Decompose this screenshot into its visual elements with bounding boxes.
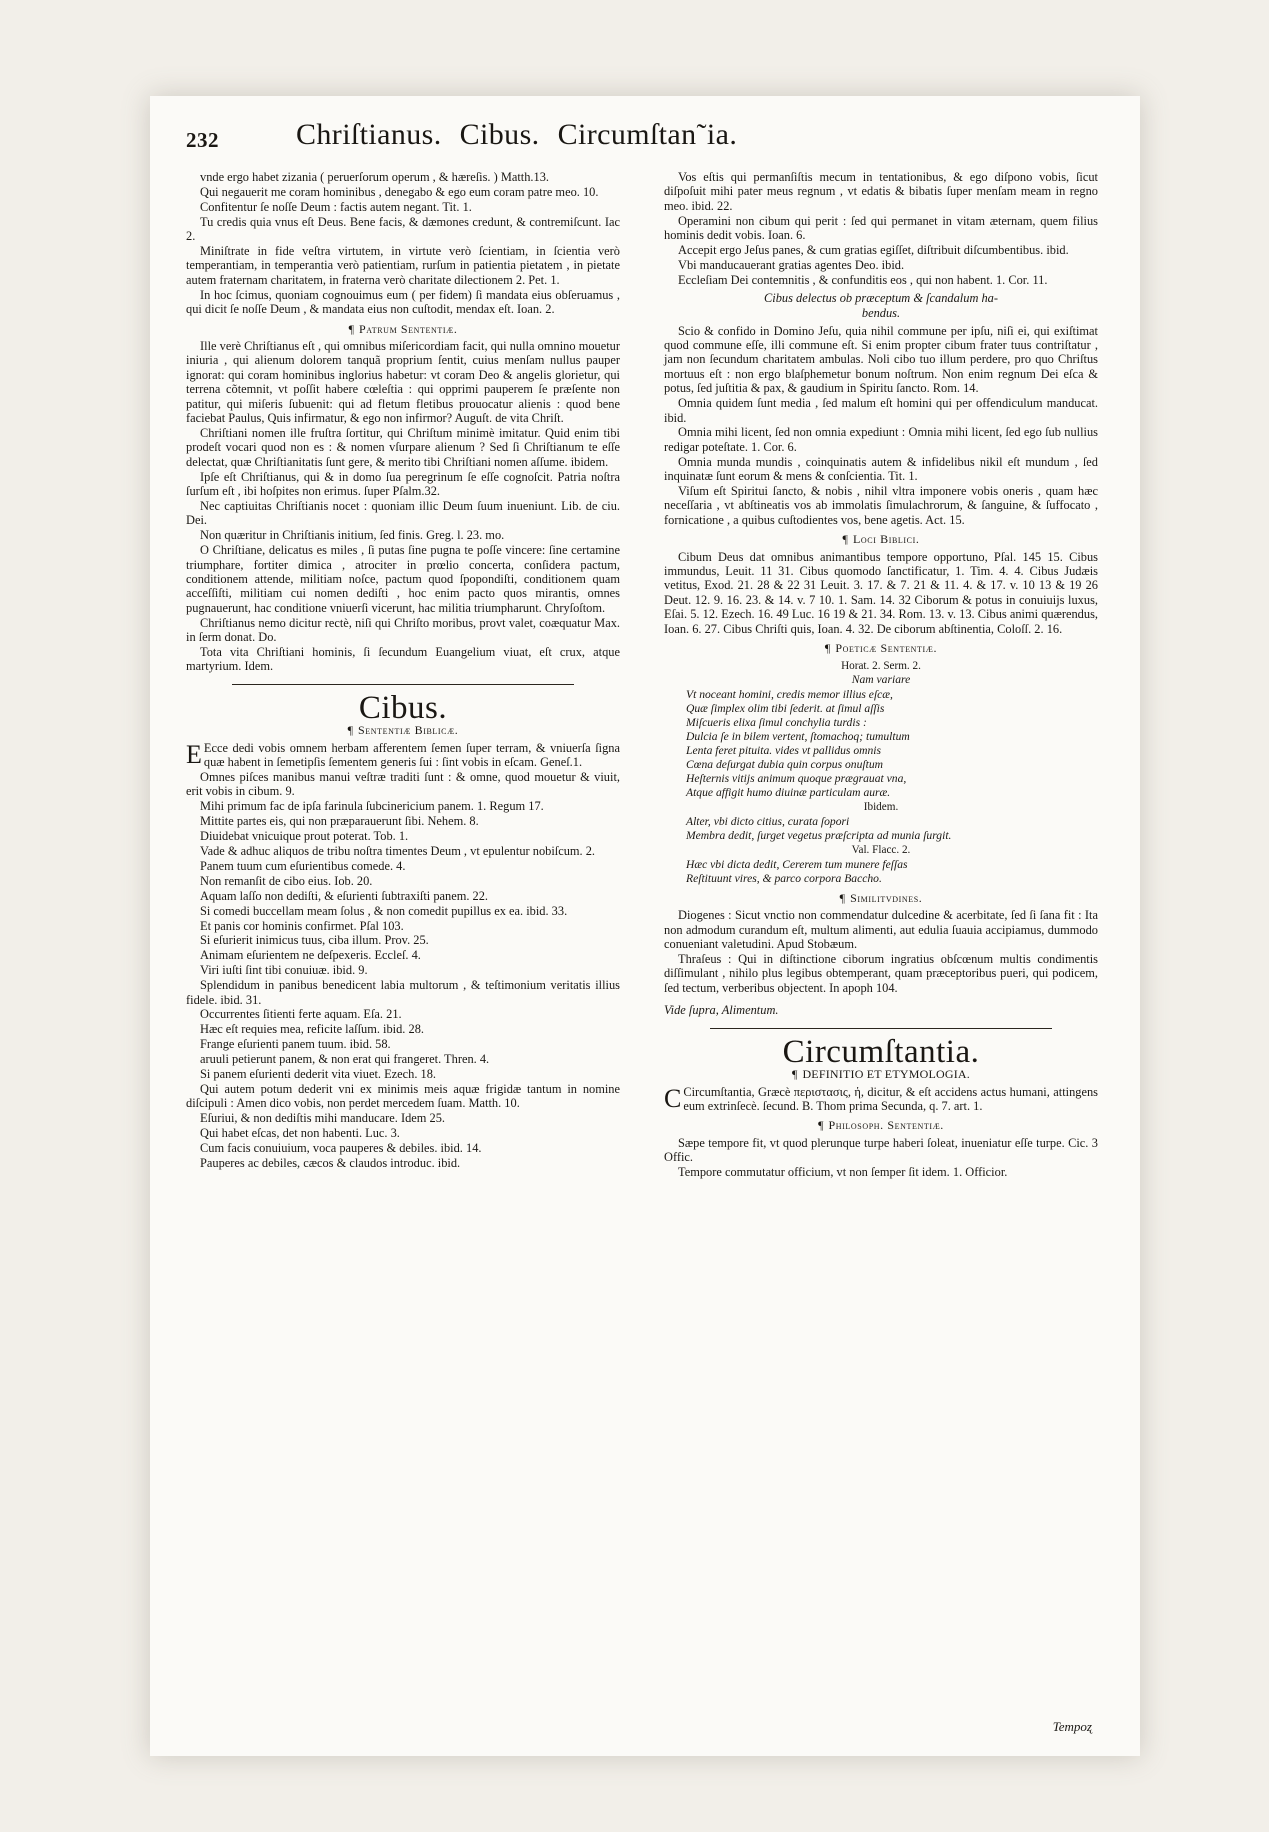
section-mark-icon: ¶ <box>348 321 354 336</box>
section-heading-label: Poeticæ Sententiæ. <box>835 641 938 656</box>
paragraph: Animam eſurientem ne deſpexeris. Eccleſ. 4. <box>200 948 421 963</box>
paragraph: Eccleſiam Dei contemnitis , & confunditis eos , qui non habent. 1. Cor. 11. <box>678 272 1048 287</box>
verse-line: Quæ ſimplex olim tibi ſederit. at ſimul aſſis <box>686 701 885 715</box>
paragraph: Viſum eſt Spiritui ſancto, & nobis , nihil vltra imponere vobis oneris , quam hæc neceſſaria , vt abſtineatis vos ab immolatis ſimulachrorum, & ſanguine, & ſuffocato , fornicatione , a quibus cuſtodientes vos, bene agetis. Act. 15. <box>664 484 1098 527</box>
paragraph: Tota vita Chriſtiani hominis, ſi ſecundum Euangelium viuat, eſt crux, atque martyrium. Idem. <box>186 645 620 674</box>
entry-title-circumstantia: Circumſtantia. <box>782 1033 980 1070</box>
verse-line: Reſtituunt vires, & parco corpora Baccho. <box>686 872 882 886</box>
verse-line: Lenta feret pituita. vides vt pallidus omnis <box>686 743 882 757</box>
section-mark-icon: ¶ <box>818 1118 824 1133</box>
section-heading-poeticae <box>664 641 1098 655</box>
paragraph: Vade & adhuc aliquos de tribu noſtra timentes Deum , vt epulentur nobiſcum. 2. <box>200 843 596 858</box>
paragraph: Tempore commutatur officium, vt non ſemper ſit idem. 1. Officior. <box>678 1165 1008 1180</box>
paragraph: Hæc eſt requies mea, reficite laſſum. ibid. 28. <box>200 1022 424 1037</box>
paragraph: Omnia munda mundis , coinquinatis autem & infidelibus nikil eſt mundum , ſed inquinatæ ſunt eorum & mens & conſcientia. Tit. 1. <box>664 454 1098 484</box>
paragraph: Vbi manducauerant gratias agentes Deo. ibid. <box>678 257 905 272</box>
paragraph: Miniſtrate in fide veſtra virtutem, in virtute verò ſcientiam, in ſcientia verò temperantiam, in temperantia verò patientiam, rurſum in patientia pietatem , in pietate autem fraternam charitatem, in fraterna verò charitate dilectionem 2. Pet. 1. <box>186 244 620 287</box>
poetic-source: Horat. 2. Serm. 2. <box>841 659 921 672</box>
poetic-source-2: Val. Flacc. 2. <box>851 844 911 857</box>
paragraph: Chriſtianus nemo dicitur rectè, niſi qui Chriſto moribus, provt valet, coæquatur Max. in ſerm donat. Do. <box>186 615 620 645</box>
paragraph: Ille verè Chriſtianus eſt , qui omnibus miſericordiam facit, qui nulla omnino mouetur iniuria , qui alienum dolorem tanquã proprium ſentit, cuius menſam nullus pauper ignorat: qui coram hominibus inglorius habetur: vt coram Deo & angelis glorietur, qui terrena cõtemnit, vt poſſit habere cœleſtia : qui opprimi pauperem ſe præſente non patitur, qui miſeris ſubuenit: qui ad fletum fletibus prouocatur alienis : quod bene faciebat Paulus, Quis infirmatur, & ego non infirmor? Auguſt. de vita Chriſt. <box>186 338 620 425</box>
verse-line: Membra dedit, ſurget vegetus præſcripta ad munia ſurgit. <box>686 829 952 843</box>
paragraph: Occurrentes ſitienti ferte aquam. Eſa. 21. <box>200 1007 402 1022</box>
paragraph: Tu credis quia vnus eſt Deus. Bene facis, & dæmones credunt, & contremiſcunt. Iac 2. <box>186 214 620 244</box>
drop-cap: E <box>186 739 202 769</box>
verse-line: Alter, vbi dicto citius, curata ſopori <box>686 815 850 829</box>
catchword: Tempoʐ <box>1052 1718 1092 1734</box>
verse-line: Miſcueris elixa ſimul conchylia turdis : <box>686 715 867 729</box>
paragraph: Eſuriui, & non dediſtis mihi manducare. Idem 25. <box>200 1111 446 1126</box>
page-header <box>186 118 1098 164</box>
paragraph: Vos eſtis qui permanſiſtis mecum in tentationibus, & ego diſpono vobis, ſicut diſpoſuit mihi pater meus regnum , vt edatis & bibatis ſuper menſam meam in regno meo. ibid. 22. <box>664 170 1098 213</box>
verse-line: Cœna deſurgat dubia quin corpus onuſtum <box>686 757 883 771</box>
divider <box>232 684 574 685</box>
cross-reference: Vide ſupra, Alimentum. <box>664 1003 779 1018</box>
paragraph: Sæpe tempore fit, vt quod plerunque turpe haberi ſoleat, inueniatur eſſe turpe. Cic. 3 Offic. <box>664 1135 1098 1165</box>
section-mark-icon: ¶ <box>839 890 846 905</box>
section-heading-patrum <box>186 322 620 336</box>
paragraph: Mittite partes eis, qui non præparauerunt ſibi. Nehem. 8. <box>200 814 479 829</box>
paragraph: Ipſe eſt Chriſtianus, qui & in domo ſua peregrinum ſe eſſe cognoſcit. Patria noſtra ſurſum eſt , ibi hoſpites non erimus. ſuper Pſalm.32. <box>186 469 620 499</box>
paragraph: Diogenes : Sicut vnctio non commendatur dulcedine & acerbitate, ſed ſi ſana fit : Ita non admodum curandum eſt, multum alimenti, aut edulia ſuauia accipiamus, dummodo conueniant valetudini. Apud Stobæum. <box>664 908 1098 952</box>
paragraph: Diuidebat vnicuique prout poterat. Tob. 1. <box>200 829 409 844</box>
paragraph: Cibum Deus dat omnibus animantibus tempore opportuno, Pſal. 145 15. Cibus immundus, Leuit. 11 31. Cibus quomodo ſanctificatur, 1. Tim. 4. 4. Cibus Judæis vetitus, Exod. 21. 28 & 22 31 Leuit. 3. 17. & 7. 21 & 11. 4. & 17. v. 10 13 & 19 26 Deut. 12. 9. 16. 23. & 14. v. 7 10. 1. Sam. 14. 32 Ciborum & potus in conuiuijs luxus, Eſai. 5. 12. Ezech. 16. 49 Luc. 16 19 & 21. 34. Rom. 13. v. 13. Cibus animi quærendus, Ioan. 6. 27. Cibus Chriſti quis, Ioan. 4. 32. De ciborum abſtinentia, Coloſſ. 2. 16. <box>664 549 1098 636</box>
paragraph-with-dropcap <box>664 1085 1098 1114</box>
paragraph: Si panem eſurienti dederit vita viuet. Ezech. 18. <box>200 1067 437 1082</box>
page-content <box>186 118 1098 1734</box>
subheading-line-2: bendus. <box>861 306 901 321</box>
right-column <box>664 170 1098 1734</box>
paragraph: Omnia quidem ſunt media , ſed malum eſt homini qui per offendiculum manducat. ibid. <box>664 396 1098 425</box>
verse-line: Heſternis vitijs animum quoque prægrauat vna, <box>686 772 907 786</box>
paragraph: Operamini non cibum qui perit : ſed qui permanet in vitam æternam, quem filius hominis dedit vobis. Ioan. 6. <box>664 213 1098 243</box>
paragraph: Confitentur ſe noſſe Deum : factis autem negant. Tit. 1. <box>200 199 472 214</box>
section-heading-loci-biblici <box>664 532 1098 546</box>
paragraph: Thraſeus : Qui in diſtinctione ciborum ingratius obſcœnum multis condimentis diſſimulant , nihilo plus legibus obtemperant, quam præceptoribus pueri, qui podicem, ſed tectum, verberibus objectent. In apoph 104. <box>664 952 1098 995</box>
section-heading-label: Patrum Sententiæ. <box>359 321 458 336</box>
verse-line: Hæc vbi dicta dedit, Cererem tum munere feſſas <box>686 858 908 872</box>
paragraph: Qui negauerit me coram hominibus , denegabo & ego eum coram patre meo. 10. <box>200 184 599 199</box>
paragraph: Si comedi buccellam meam ſolus , & non comedit pupillus ex ea. ibid. 33. <box>200 903 568 918</box>
section-heading-philosoph <box>664 1118 1098 1132</box>
section-heading-label: DEFINITIO ET ETYMOLOGIA. <box>802 1067 970 1082</box>
section-heading-definitio <box>664 1067 1098 1081</box>
verse-line: Dulcia ſe in bilem vertent, ſtomachoq; tumultum <box>686 729 910 743</box>
paragraph: Splendidum in panibus benedicent labia multorum , & teſtimonium veritatis illius fidele. ibid. 31. <box>186 978 620 1007</box>
paragraph: Chriſtiani nomen ille fruſtra ſortitur, qui Chriſtum minimè imitatur. Quid enim tibi prodeſt vocari quod non es : & nomen vſurpare alienum ? Sed ſi Chriſtianum te eſſe delectat, quæ Chriſtianitatis ſunt gere, & merito tibi Chriſtiani nomen aſſume. ibidem. <box>186 425 620 469</box>
section-heading-label: Similitvdines. <box>850 890 923 905</box>
running-head <box>296 118 755 152</box>
paragraph-text: Circumſtantia, Græcè περιστασις, ἡ, dicitur, & eſt accidens actus humani, attingens eum extrinſecè. ſecund. B. Thom prima Secunda, q. 7. art. 1. <box>683 1084 1098 1113</box>
paragraph: vnde ergo habet zizania ( peruerſorum operum , & hæreſis. ) Matth.13. <box>200 170 550 184</box>
paragraph: Non remanſit de cibo eius. Iob. 20. <box>200 873 373 888</box>
section-heading-label: Philosoph. Sententiæ. <box>828 1118 944 1133</box>
paragraph: Qui autem potum dederit vni ex minimis meis aquæ frigidæ tantum in nomine diſcipuli : Amen dico vobis, non perdet mercedem ſuam. Matth. 10. <box>186 1081 620 1111</box>
paragraph-with-dropcap <box>186 741 620 770</box>
paragraph: Nec captiuitas Chriſtianis nocet : quoniam illic Deum ſuum inueniunt. Lib. de ciu. Dei. <box>186 498 620 528</box>
running-head-word-1: Chriſtianus. <box>296 118 442 151</box>
paragraph: Aquam laſſo non dediſti, & eſurienti ſubtraxiſti panem. 22. <box>200 888 489 903</box>
running-head-word-3: Circumſtan˜ia. <box>557 118 738 151</box>
section-mark-icon: ¶ <box>824 641 831 656</box>
paragraph: Non quæritur in Chriſtianis initium, ſed finis. Greg. l. 23. mo. <box>200 528 505 543</box>
paragraph: Cum facis conuiuium, voca pauperes & debiles. ibid. 14. <box>200 1141 482 1156</box>
paragraph: In hoc ſcimus, quoniam cognouimus eum ( per fidem) ſi mandata eius obſeruamus , qui dicit ſe noſſe Deum , & mandata eius non cuſtodit, mendax eſt. Ioan. 2. <box>186 287 620 317</box>
paragraph: Et panis cor hominis confirmet. Pſal 103. <box>200 918 404 933</box>
entry-title-cibus: Cibus. <box>358 689 448 726</box>
folio-number: 232 <box>186 128 219 152</box>
paragraph: aruuli petierunt panem, & non erat qui frangeret. Thren. 4. <box>200 1052 490 1067</box>
verse-line: Vt noceant homini, credis memor illius eſcæ, <box>686 687 893 701</box>
paragraph: Frange eſurienti panem tuum. ibid. 58. <box>200 1037 391 1052</box>
paragraph: Scio & confido in Domino Jeſu, quia nihil commune per ipſu, niſi ei, qui exiſtimat quod commune eſſe, illi commune eſt. Si enim propter cibum frater tuus contriſtatur , jam non ſecundum charitatem ambulas. Noli cibo tuo illum perdere, pro quo Chriſtus mortuus eſt : non ergo blaſphemetur bonum noſtrum. Non enim regnum Dei eſca & potus, ſed juſtitia & pax, & gaudium in Spiritu ſancto. Rom. 14. <box>664 323 1098 396</box>
left-column <box>186 170 620 1730</box>
section-mark-icon: ¶ <box>792 1067 798 1082</box>
paragraph: O Chriſtiane, delicatus es miles , ſi putas ſine pugna te poſſe vincere: ſine certamine triumphare, fortiter dimica , atrociter in prœlio concerta, conſidera pactum, conditionem attende, militiam noſce, pactum quod ſpopondiſti, conditionem quam acceſſiſti, militiam cui nomen dediſti , hoc enim pacto quos mirantis, omnes pugnauerunt, hac conditione vniuerſi vicerunt, hac militia triumpharunt. Chryſoſtom. <box>186 543 620 615</box>
section-mark-icon: ¶ <box>347 723 354 738</box>
section-heading-label: Sententiæ Biblicæ. <box>358 723 459 738</box>
drop-cap: C <box>664 1083 682 1113</box>
paragraph: Omnia mihi licent, ſed non omnia expediunt : Omnia mihi licent, ſed ego ſub nullius redigar poteſtate. 1. Cor. 6. <box>664 425 1098 454</box>
paragraph: Mihi primum fac de ipſa farinula ſubcinericium panem. 1. Regum 17. <box>200 799 544 814</box>
running-head-word-2: Cibus. <box>459 118 540 151</box>
paragraph: Qui habet eſcas, det non habenti. Luc. 3. <box>200 1126 400 1141</box>
paragraph: Panem tuum cum eſurientibus comede. 4. <box>200 858 406 873</box>
poetic-label: Nam variare <box>851 673 911 687</box>
subheading-line-1: Cibus delectus ob præceptum & ſcandalum ha- <box>763 291 999 306</box>
two-column-body <box>186 170 1098 1734</box>
section-heading-similitudines <box>664 891 1098 905</box>
verse-line: Atque affigit humo diuinæ particulam auræ. <box>686 786 891 800</box>
divider <box>710 1028 1052 1029</box>
poetic-mid-source: Ibidem. <box>863 801 899 814</box>
paragraph: Si eſurierit inimicus tuus, ciba illum. Prov. 25. <box>200 933 429 948</box>
paragraph: Accepit ergo Jeſus panes, & cum gratias egiſſet, diſtribuit diſcumbentibus. ibid. <box>678 243 1069 258</box>
paragraph-text: Ecce dedi vobis omnem herbam afferentem ſemen ſuper terram, & vniuerſa ſigna quæ habent in ſemetipſis ſementem generis ſui : ſint vobis in eſcam. Geneſ.1. <box>203 740 620 770</box>
section-heading-label: Loci Biblici. <box>852 532 920 547</box>
paragraph: Omnes piſces manibus manui veſtræ traditi ſunt : & omne, quod mouetur & viuit, erit vobis in cibum. 9. <box>186 769 620 799</box>
section-heading-sententiae-biblicae <box>186 723 620 737</box>
section-mark-icon: ¶ <box>842 532 848 547</box>
paragraph: Viri iuſti ſint tibi conuiuæ. ibid. 9. <box>200 963 368 978</box>
paragraph: Pauperes ac debiles, cæcos & claudos introduc. ibid. <box>200 1156 461 1170</box>
